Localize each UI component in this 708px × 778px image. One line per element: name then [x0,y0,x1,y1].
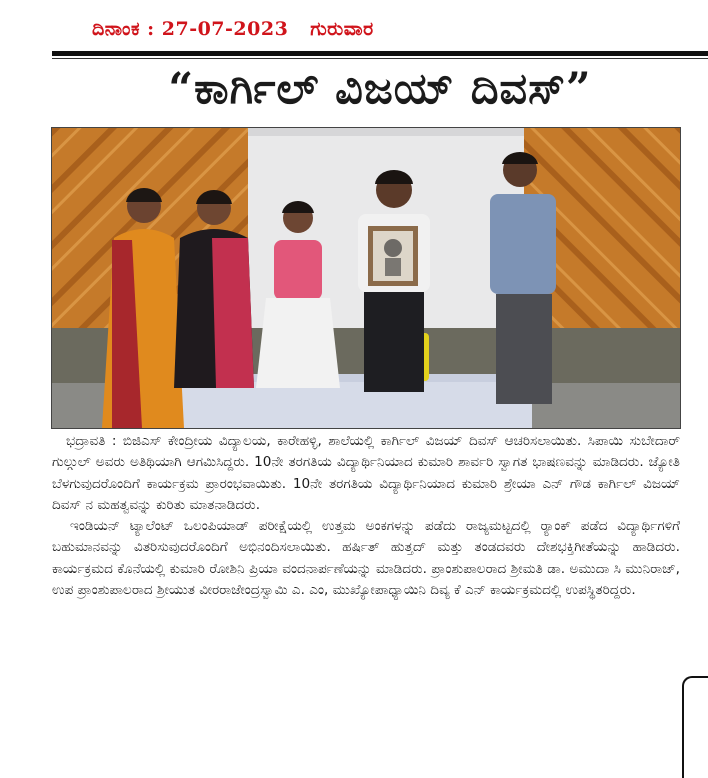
weekday-label: ಗುರುವಾರ [310,18,374,40]
adjacent-column-box [682,676,708,778]
header-rule-thin [52,58,708,59]
event-photo [51,127,681,429]
headline: “ಕಾರ್ಗಿಲ್ ವಿಜಯ್ ದಿವಸ್” [168,64,592,114]
date-label: ದಿನಾಂಕ : 27-07-2023 [92,18,289,40]
article-paragraph-1: ಭದ್ರಾವತಿ : ಬಿಜಿಎಸ್ ಕೇಂದ್ರೀಯ ವಿದ್ಯಾಲಯ, ಕಾರೇಹಳ್ಳಿ, ಶಾಲೆಯಲ್ಲಿ ಕಾರ್ಗಿಲ್ ವಿಜಯ್ ದಿವಸ್ ಆಚರಿಸಲಾಯಿತು. ಸಿಪಾಯಿ ಸುಬೇದಾರ್ ಗುಲ್ಗುಲ್ ಅವರು ಅತಿಥಿಯಾಗಿ ಆಗಮಿಸಿದ್ದರು. 10ನೇ ತರಗತಿಯ ವಿದ್ಯಾರ್ಥಿನಿಯಾದ ಕುಮಾರಿ ಶಾರ್ವರಿ ಸ್ವಾಗತ ಭಾಷಣವನ್ನು ಮಾಡಿದರು. ಜ್ಯೋತಿ ಬೆಳಗುವುದರೊಂದಿಗೆ ಕಾರ್ಯಕ್ರಮ ಪ್ರಾರಂಭವಾಯಿತು. 10ನೇ ತರಗತಿಯ ವಿದ್ಯಾರ್ಥಿನಿಯಾದ ಕುಮಾರಿ ಶ್ರೇಯಾ ಎನ್ ಗೌಡ ಕಾರ್ಗಿಲ್ ವಿಜಯ್ ದಿವಸ್ ನ ಮಹತ್ವವನ್ನು ಕುರಿತು ಮಾತನಾಡಿದರು. [52,433,680,513]
header-rule-thick [52,51,708,56]
article-body [52,431,680,601]
dateline [92,18,374,40]
article-paragraph-2: ಇಂಡಿಯನ್ ಟ್ಯಾಲೆಂಟ್ ಒಲಂಪಿಯಾಡ್ ಪರೀಕ್ಷೆಯಲ್ಲಿ ಉತ್ತಮ ಅಂಕಗಳನ್ನು ಪಡೆದು ರಾಜ್ಯಮಟ್ಟದಲ್ಲಿ ರ್‍ಯಾಂಕ್ ಪಡೆದ ವಿದ್ಯಾರ್ಥಿಗಳಿಗೆ ಬಹುಮಾನವನ್ನು ವಿತರಿಸುವುದರೊಂದಿಗೆ ಅಭಿನಂದಿಸಲಾಯಿತು. ಹರ್ಷಿತ್ ಹುತ್ತದ್ ಮತ್ತು ತಂಡದವರು ದೇಶಭಕ್ತಿಗೀತೆಯನ್ನು ಹಾಡಿದರು. ಕಾರ್ಯಕ್ರಮದ ಕೊನೆಯಲ್ಲಿ ಕುಮಾರಿ ರೋಶಿನಿ ಪ್ರಿಯಾ ವಂದನಾರ್ಪಣೆಯನ್ನು ಮಾಡಿದರು. ಪ್ರಾಂಶುಪಾಲರಾದ ಶ್ರೀಮತಿ ಡಾ. ಅಮುದಾ ಸಿ ಮುನಿರಾಜ್, ಉಪ ಪ್ರಾಂಶುಪಾಲರಾದ ಶ್ರೀಯುತ ವೀರರಾಜೇಂದ್ರಸ್ವಾಮಿ ಎ. ಎಂ, ಮುಖ್ಯೋಪಾಧ್ಯಾಯಿನಿ ದಿವ್ಯ ಕೆ ಎನ್ ಕಾರ್ಯಕ್ರಮದಲ್ಲಿ ಉಪಸ್ಥಿತರಿದ್ದರು. [52,518,680,599]
